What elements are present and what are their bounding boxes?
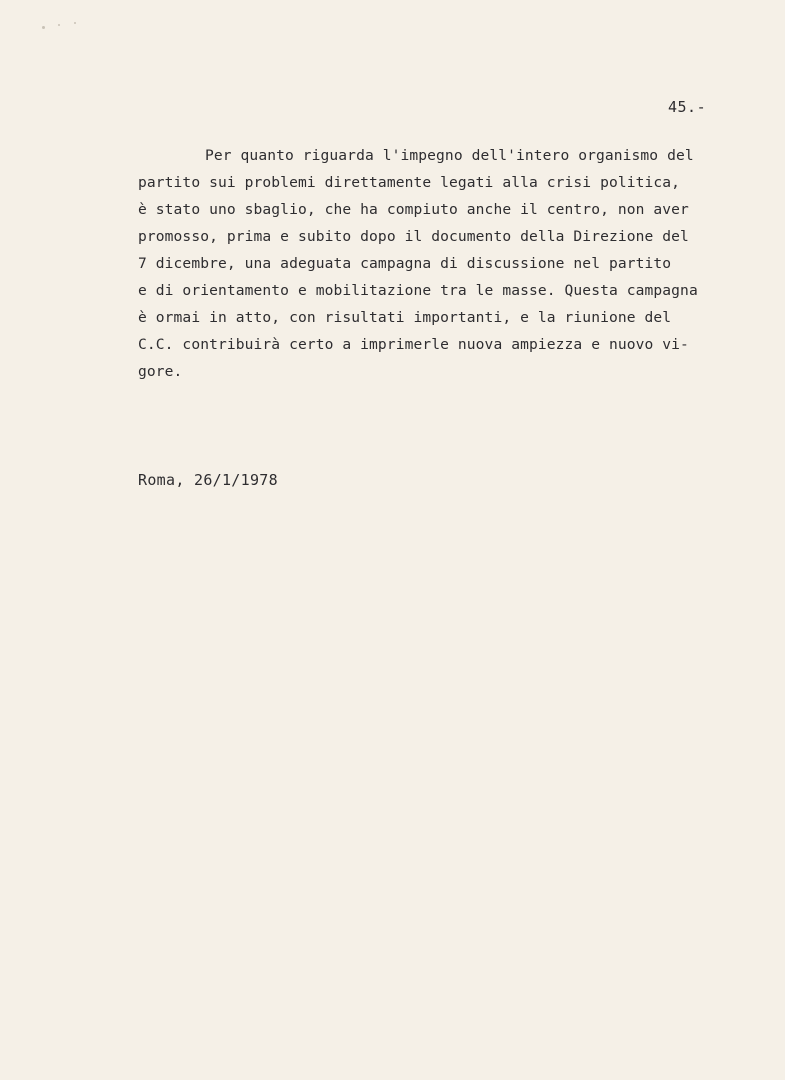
paper-speck — [58, 24, 60, 26]
paragraph-line: gore. — [138, 363, 183, 380]
paragraph-line: Per quanto riguarda l'impegno dell'intero organismo del — [205, 147, 694, 164]
paragraph-line: è stato uno sbaglio, che ha compiuto anche il centro, non aver — [138, 201, 689, 218]
paper-speck — [42, 26, 45, 29]
paragraph-line: è ormai in atto, con risultati importanti, e la riunione del — [138, 309, 672, 326]
paragraph-line: C.C. contribuirà certo a imprimerle nuova ampiezza e nuovo vi- — [138, 336, 689, 353]
paragraph-line: promosso, prima e subito dopo il documento della Direzione del — [138, 228, 689, 245]
page-number: 45.- — [668, 98, 707, 116]
place-date: Roma, 26/1/1978 — [138, 471, 278, 489]
paragraph-line: 7 dicembre, una adeguata campagna di discussione nel partito — [138, 255, 672, 272]
paragraph-line: e di orientamento e mobilitazione tra le masse. Questa campagna — [138, 282, 698, 299]
paper-speck — [74, 22, 76, 24]
paragraph-line: partito sui problemi direttamente legati alla crisi politica, — [138, 174, 681, 191]
